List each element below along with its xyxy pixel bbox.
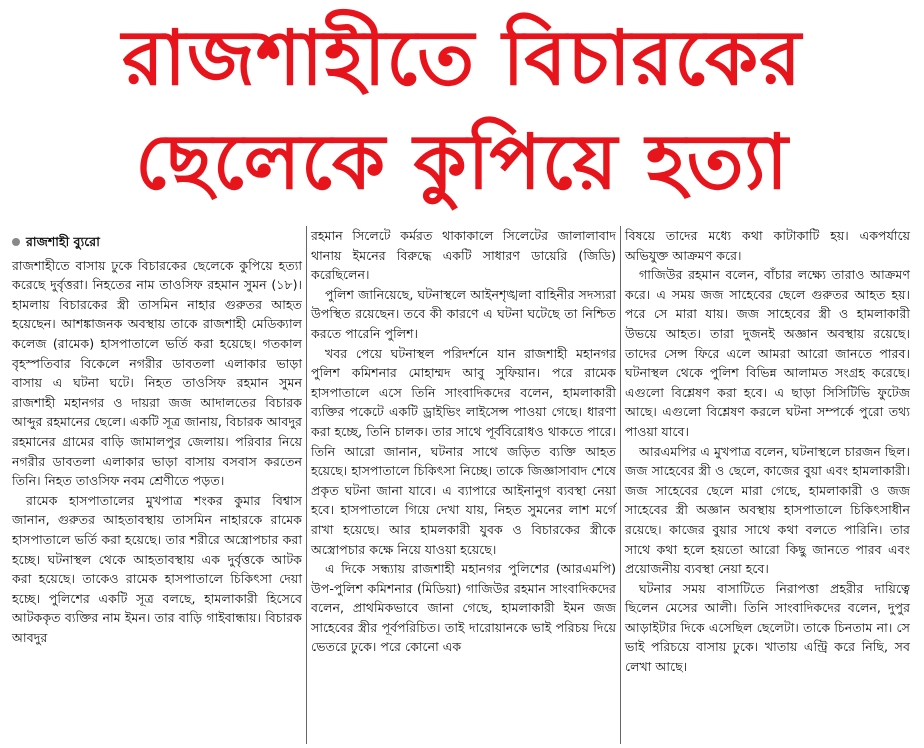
- column-1: [8, 226, 306, 744]
- paragraph: ঘটনার সময় বাসাটিতে নিরাপত্তা প্রহরীর দায়িত্বে ছিলেন মেসের আলী। তিনি সাংবাদিকদের বলেন, দুপুর আড়াইটার দিকে এসেছিল ছেলেটা। তাকে চিনতাম না। সে ভাই পরিচয়ে বাসায় ঢুকে। খাতায় এন্ট্রি করে নিছি, সব লেখা আছে।: [625, 580, 910, 675]
- article-body: [8, 226, 914, 744]
- headline-line-2: ছেলেকে কুপিয়ে হত্যা: [135, 117, 789, 206]
- byline-text: রাজশাহী ব্যুরো: [26, 234, 100, 249]
- paragraph: খবর পেয়ে ঘটনাস্থল পরিদর্শনে যান রাজশাহী মহানগর পুলিশ কমিশনার মোহাম্মদ আবু সুফিয়ান। পরে রামেক হাসপাতালে এসে তিনি সাংবাদিকদের বলেন, হামলাকারী ব্যক্তির পকেটে একটি ড্রাইভিং লাইসেন্স পাওয়া গেছে। ধারণা করা হচ্ছে, তিনি চালক। তার সাথে পূর্ববিরোধও থাকতে পারে। তিনি আরো জানান, ঘটনার সাথে জড়িত ব্যক্তি আহত হয়েছে। হাসপাতালে চিকিৎসা নিচ্ছে। তাকে জিজ্ঞাসাবাদ শেষে প্রকৃত ঘটনা জানা যাবে। এ ব্যাপারে আইনানুগ ব্যবস্থা নেয়া হবে। হাসপাতালে গিয়ে দেখা যায়, নিহত সুমনের লাশ মর্গে রাখা হয়েছে। আর হামলকারী যুবক ও বিচারকের স্ত্রীকে অস্ত্রোপচার কক্ষে নিয়ে যাওয়া হয়েছে।: [311, 345, 616, 557]
- paragraph: বিষয়ে তাদের মধ্যে কথা কাটাকাটি হয়। একপর্যায়ে অভিযুক্ত আক্রমণ করে।: [625, 228, 910, 263]
- paragraph: রামেক হাসপাতালের মুখপাত্র শংকর কুমার বিশ্বাস জানান, গুরুতর আহতাবস্থায় তাসমিন নাহারকে রামেক হাসপাতালে ভর্তি করা হয়েছে। তার শরীরে অস্ত্রোপচার করা হচ্ছে। ঘটনাস্থল থেকে আহতাবস্থায় এক দুর্বৃত্তকে আটক করা হয়েছে। তাকেও রামেক হাসপাতালে চিকিৎসা দেয়া হচ্ছে। পুলিশের একটি সূত্র বলছে, হামলাকারী হিসেবে আটককৃত ব্যক্তির নাম ইমন। তার বাড়ি গাইবান্ধায়। বিচারক আবদুর: [12, 492, 302, 645]
- column-2: [306, 226, 620, 744]
- byline: [12, 232, 302, 252]
- headline: [0, 6, 924, 214]
- paragraph: পুলিশ জানিয়েছে, ঘটনাস্থলে আইনশৃঙ্খলা বাহিনীর সদস্যরা উপস্থিত রয়েছেন। তবে কী কারণে এ ঘটনা ঘটেছে তা নিশ্চিত করতে পারেনি পুলিশ।: [311, 286, 616, 341]
- paragraph: আরএমপির এ মুখপাত্র বলেন, ঘটনাস্থলে চারজন ছিল। জজ সাহেবের স্ত্রী ও ছেলে, কাজের বুয়া এবং হামলাকারী। জজ সাহেবের ছেলে মারা গেছে, হামলাকারী ও জজ সাহেবের স্ত্রী অজ্ঞান অবস্থায় হাসপাতালে চিকিৎসাধীন রয়েছে। কাজের বুয়ার সাথে কথা বলতে পারিনি। তার সাথে কথা হলে হয়তো আরো কিছু জানতে পারব এবং প্রয়োজনীয় ব্যবস্থা নেয়া হবে।: [625, 443, 910, 577]
- column-3: [620, 226, 914, 744]
- paragraph: রহমান সিলেটে কর্মরত থাকাকালে সিলেটের জালালাবাদ থানায় ইমনের বিরুদ্ধে একটি সাধারণ ডায়েরি (জিডি) করেছিলেন।: [311, 228, 616, 283]
- paragraph: রাজশাহীতে বাসায় ঢুকে বিচারকের ছেলেকে কুপিয়ে হত্যা করেছে দুর্বৃত্তরা। নিহতের নাম তাওসিফ রহমান সুমন (১৮)। হামলায় বিচারকের স্ত্রী তাসমিন নাহার গুরুতর আহত হয়েছেন। আশঙ্কাজনক অবস্থায় তাকে রাজশাহী মেডিক্যাল কলেজ (রামেক) হাসপাতালে ভর্তি করা হয়েছে। গতকাল বৃহস্পতিবার বিকেলে নগরীর ডাবতলা এলাকার ভাড়া বাসায় এ ঘটনা ঘটে। নিহত তাওসিফ রহমান সুমন রাজশাহী মহানগর ও দায়রা জজ আদালতের বিচারক আব্দুর রহমানের ছেলে। একটি সূত্র জানায়, বিচারক আবদুর রহমানের গ্রামের বাড়ি জামালপুর জেলায়। পরিবার নিয়ে নগরীর ডাবতলা এলাকার ভাড়া বাসায় বসবাস করতেন তিনি। নিহত তাওসিফ নবম শ্রেণীতে পড়ত।: [12, 257, 302, 489]
- paragraph: এ দিকে সন্ধ্যায় রাজশাহী মহানগর পুলিশের (আরএমপি) উপ-পুলিশ কমিশনার (মিডিয়া) গাজিউর রহমান সাংবাদিকদের বলেন, প্রাথমিকভাবে জানা গেছে, হামলাকারী ইমন জজ সাহেবের স্ত্রীর পূর্বপরিচিত। তাই দারোয়ানকে ভাই পরিচয় দিয়ে ভেতরে ঢুকে। পরে কোনো এক: [311, 561, 616, 655]
- paragraph: গাজিউর রহমান বলেন, বাঁচার লক্ষ্যে তারাও আক্রমণ করে। এ সময় জজ সাহেবের ছেলে গুরুতর আহত হয়। পরে সে মারা যায়। জজ সাহেবের স্ত্রী ও হামলাকারী উভয়ে আহত। তারা দুজনই অজ্ঞান অবস্থায় রয়েছে। তাদের সেন্স ফিরে এলে আমরা আরো জানতে পারব। ঘটনাস্থল থেকে পুলিশ বিভিন্ন আলামত সংগ্রহ করেছে। এগুলো বিশ্লেষণ করা হবে। এ ছাড়া সিসিটিভি ফুটেজ আছে। এগুলো বিশ্লেষণ করলে ঘটনা সম্পর্কে পুরো তথ্য পাওয়া যাবে।: [625, 267, 910, 439]
- headline-line-1: রাজশাহীতে বিচারকের: [122, 13, 802, 102]
- bullet-icon: [12, 238, 20, 246]
